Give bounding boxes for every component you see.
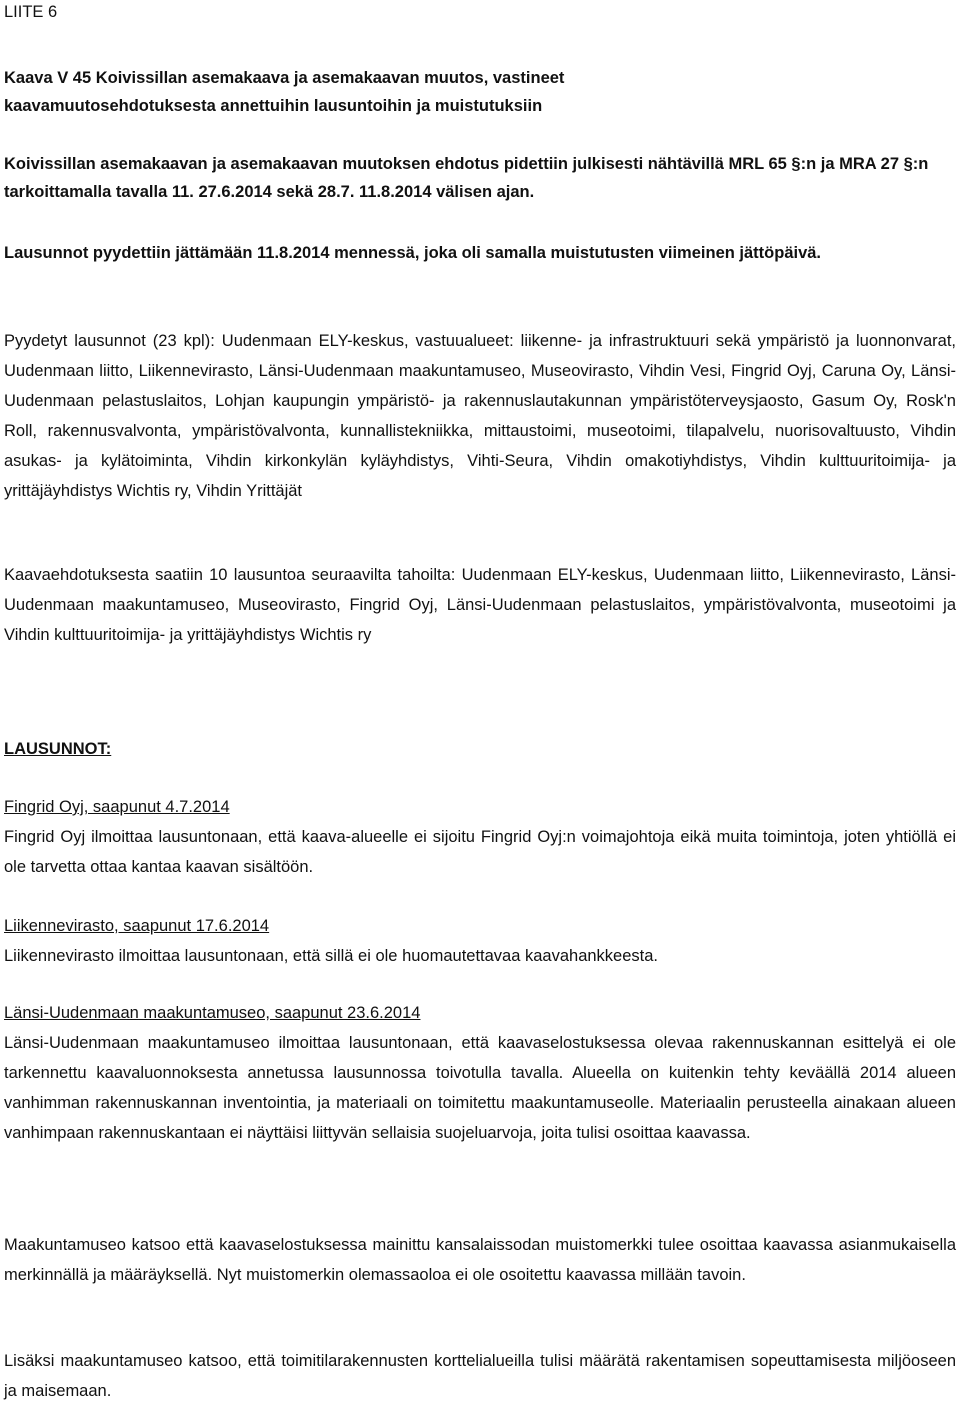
title-line-2: kaavamuutosehdotuksesta annettuihin lausuntoihin ja muistutuksiin (4, 97, 543, 115)
statement-body: Länsi-Uudenmaan maakuntamuseo ilmoittaa lausuntonaan, että kaavaselostuksessa olevaa rakennuskannan esittelyä ei ole tarkennettu kaavaluonnoksesta annetussa lausunnossa toivotulla tavalla. Alueella on kuitenkin tehty keväällä 2014 alueen vanhimman rakennuskannan inventointia, ja materiaali on toimitettu maakuntamuseolle. Materiaalin perusteella ainakaan alueen vanhimpaan rakennuskantaan ei näyttäisi liittyvän sellaisia suojeluarvoja, joita tulisi osoittaa kaavassa. (4, 1034, 956, 1142)
deadline-paragraph: Lausunnot pyydettiin jättämään 11.8.2014 mennessä, joka oli samalla muistutusten viimeinen jättöpäivä. (4, 244, 822, 262)
statements-heading: LAUSUNNOT: (4, 740, 112, 758)
statement-heading: Liikennevirasto, saapunut 17.6.2014 (4, 917, 270, 935)
requested-statements-paragraph: Pyydetyt lausunnot (23 kpl): Uudenmaan ELY-keskus, vastuualueet: liikenne- ja infrastruktuuri sekä ympäristö ja luonnonvarat, Uudenmaan liitto, Liikennevirasto, Länsi-Uudenmaan maakuntamuseo, Museovirasto, Vihdin Vesi, Fingrid Oyj, Caruna Oy, Länsi-Uudenmaan pelastuslaitos, Lohjan kaupungin ympäristö- ja rakennuslautakunnan ympäristöterveysjaosto, Gasum Oy, Rosk'n Roll, rakennusvalvonta, ympäristövalvonta, kunnallistekniikka, mittaustoimi, museotoimi, tilapalvelu, nuorisovaltuusto, Vihdin asukas- ja kylätoiminta, Vihdin kirkonkylän kyläyhdistys, Vihti-Seura, Vihdin omakotiyhdistys, Vihdin kulttuuritoimija- ja yrittäjäyhdistys Wichtis ry, Vihdin Yrittäjät (4, 332, 956, 500)
statement-body: Fingrid Oyj ilmoittaa lausuntonaan, että kaava-alueelle ei sijoitu Fingrid Oyj:n voimajohtoja eikä muita toimintoja, joten yhtiöllä ei ole tarvetta ottaa kantaa kaavan sisältöön. (4, 828, 956, 876)
statement-body: Liikennevirasto ilmoittaa lausuntonaan, että sillä ei ole huomautettavaa kaavahankkeesta. (4, 947, 658, 965)
intro-paragraph: Koivissillan asemakaavan ja asemakaavan muutoksen ehdotus pidettiin julkisesti nähtävillä MRL 65 §:n ja MRA 27 §:n tarkoittamalla tavalla 11. 27.6.2014 sekä 28.7. 11.8.2014 välisen ajan. (4, 155, 929, 201)
statement-maakuntamuseo (4, 998, 956, 1148)
statement-body-continued: Maakuntamuseo katsoo että kaavaselostuksessa mainittu kansalaissodan muistomerkki tulee osoittaa kaavassa asianmukaisella merkinnällä ja määräyksellä. Nyt muistomerkin olemassaoloa ei ole osoitettu kaavassa millään tavoin. (4, 1236, 956, 1284)
title-line-1: Kaava V 45 Koivissillan asemakaava ja asemakaavan muutos, vastineet (4, 69, 565, 87)
received-statements-paragraph: Kaavaehdotuksesta saatiin 10 lausuntoa seuraavilta tahoilta: Uudenmaan ELY-keskus, Uudenmaan liitto, Liikennevirasto, Länsi-Uudenmaan maakuntamuseo, Museovirasto, Fingrid Oyj, Länsi-Uudenmaan pelastuslaitos, ympäristövalvonta, museotoimi ja Vihdin kulttuuritoimija- ja yrittäjäyhdistys Wichtis ry (4, 566, 956, 644)
statement-heading: Länsi-Uudenmaan maakuntamuseo, saapunut 23.6.2014 (4, 1004, 421, 1022)
statement-heading: Fingrid Oyj, saapunut 4.7.2014 (4, 798, 230, 816)
appendix-label: LIITE 6 (4, 3, 58, 21)
statement-liikennevirasto (4, 911, 956, 971)
statement-body-continued: Lisäksi maakuntamuseo katsoo, että toimitilarakennusten korttelialueilla tulisi määrätä rakentamisen sopeuttamisesta miljöoseen ja maisemaan. (4, 1352, 956, 1400)
statement-fingrid (4, 792, 956, 882)
document-title (4, 64, 956, 120)
